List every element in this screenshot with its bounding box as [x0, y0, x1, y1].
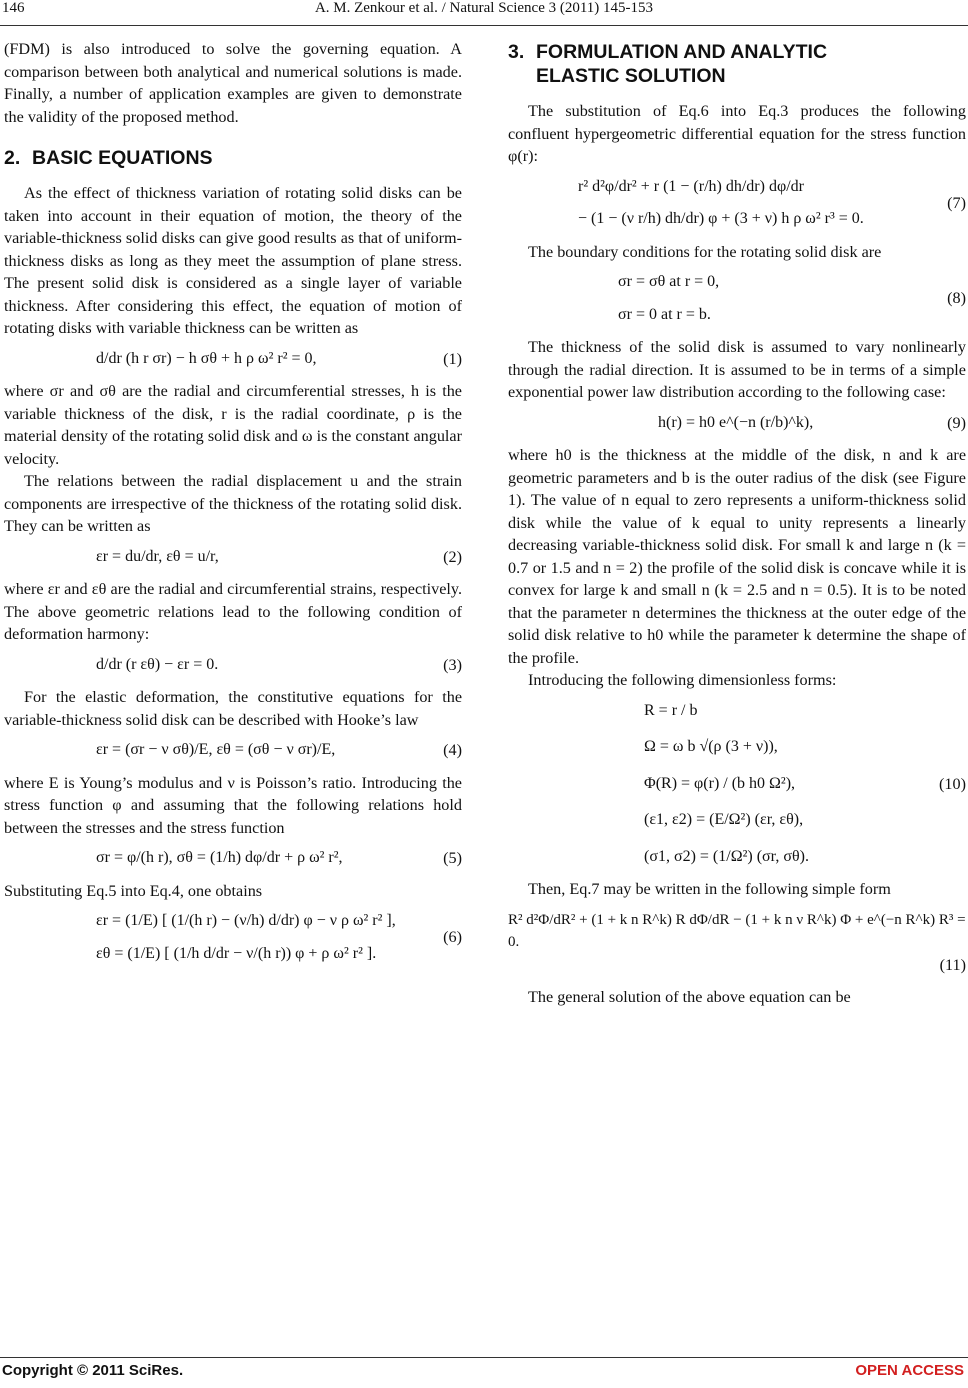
paragraph: The general solution of the above equation can be [528, 988, 851, 1006]
paragraph: where σr and σθ are the radial and circumferential stresses, h is the variable thickness of the disk, r is the radial coordinate, ρ is the material density of the rotating solid disk and ω is the constant angular velocity. [4, 382, 462, 468]
equation-4 [4, 739, 462, 762]
equation-number: (2) [443, 547, 462, 566]
equation-9 [508, 412, 966, 435]
open-access-label: OPEN ACCESS [855, 1362, 964, 1379]
paragraph: Introducing the following dimensionless forms: [528, 671, 837, 689]
equation-number: (9) [947, 413, 966, 432]
section-title: BASIC EQUATIONS [32, 147, 213, 169]
equation-line: σr = 0 at r = b. [618, 305, 711, 323]
equation-line: r² d²φ/dr² + r (1 − (r/h) dh/dr) dφ/dr [578, 177, 804, 195]
paragraph: where εr and εθ are the radial and circumferential strains, respectively. The above geometric relations lead to the following condition of deformation harmony: [4, 580, 462, 643]
paragraph: As the effect of thickness variation of rotating solid disks can be taken into account in their equation of motion, the theory of the variable-thickness solid disks can give good results as that of uniform-thickness disks as long as they meet the assumption of plane stress. The present solid disk is considered as a single layer of variable thickness. After considering this effect, the equation of motion of rotating disks with variable thickness can be written as [4, 184, 462, 337]
paragraph: The thickness of the solid disk is assumed to vary nonlinearly through the radial direction. It is assumed to be in terms of a simple exponential power law distribution according to the following case: [508, 338, 966, 401]
equation-number: (3) [443, 655, 462, 674]
equation-number: (4) [443, 741, 462, 759]
page-number: 146 [2, 0, 25, 16]
equation-number: (10) [939, 774, 966, 793]
left-column [4, 38, 462, 975]
equation-number: (7) [947, 193, 966, 212]
equation-2 [4, 546, 462, 569]
equation-number: (1) [443, 349, 462, 368]
section-number: 2. [4, 147, 21, 169]
equation-body: εr = du/dr, εθ = u/r, [96, 547, 219, 565]
equation-number: (8) [947, 289, 966, 308]
equation-body [508, 271, 922, 326]
equation-line: (σ1, σ2) = (1/Ω²) (σr, σθ). [644, 847, 809, 865]
equation-line: εθ = (1/E) [ (1/h d/dr − ν/(h r)) φ + ρ ω² r² ]. [96, 944, 377, 962]
equation-body: h(r) = h0 e^(−n (r/b)^k), [658, 413, 814, 431]
equation-number: (11) [939, 955, 966, 974]
equation-body: d/dr (h r σr) − h σθ + h ρ ω² r² = 0, [96, 349, 317, 367]
equation-line: εr = (1/E) [ (1/(h r) − (ν/h) d/dr) φ − ν ρ ω² r² ], [96, 912, 396, 929]
section-title-line-2: ELASTIC SOLUTION [536, 65, 726, 87]
section-title: FORMULATION AND ANALYTIC [536, 41, 828, 63]
equation-7 [508, 176, 966, 231]
equation-number: (5) [443, 849, 462, 867]
equation-body [508, 176, 922, 231]
equation-line: Φ(R) = φ(r) / (b h0 Ω²), [644, 774, 796, 792]
equation-3 [4, 654, 462, 677]
equation-body [4, 910, 418, 965]
equation-body: σr = φ/(h r), σθ = (1/h) dφ/dr + ρ ω² r², [96, 849, 343, 866]
copyright-notice: Copyright © 2011 SciRes. [2, 1362, 184, 1379]
paragraph: Then, Eq.7 may be written in the following simple form [528, 880, 891, 898]
paragraph: where h0 is the thickness at the middle of the disk, n and k are geometric parameters and b is the outer radius of the disk (see Figure 1). The value of n equal to zero represents a uniform-thickness solid disk while the value of k equal to unity represents a linearly decreasing variable-thickness solid disk. For small k and large n (k = 0.7 or 1.5 and n = 2) the profile of the solid disk is concave while it is convex for large k and small n (k = 2.5 and n = 0.5). It is to be noted that the parameter n determines the thickness at the outer edge of the solid disk relative to h0 while the parameter k determine the shape of the profile. [508, 446, 966, 667]
equation-line: σr = σθ at r = 0, [618, 273, 720, 290]
equation-5 [4, 847, 462, 870]
equation-8 [508, 271, 966, 326]
running-title: A. M. Zenkour et al. / Natural Science 3 (2011) 145-153 [314, 0, 654, 16]
equation-body: d/dr (r εθ) − εr = 0. [96, 655, 219, 673]
section-number: 3. [508, 41, 525, 63]
equation-line: − (1 − (ν r/h) dh/dr) φ + (3 + ν) h ρ ω² r³ = 0. [578, 210, 864, 227]
equation-body: εr = (σr − ν σθ)/E, εθ = (σθ − ν σr)/E, [96, 741, 336, 758]
equation-line: R = r / b [644, 701, 698, 719]
paragraph: where E is Young’s modulus and ν is Poisson’s ratio. Introducing the stress function φ and assuming that the following relations hold between the stresses and the stress function [4, 773, 462, 837]
equation-number: (6) [443, 928, 462, 947]
page-header [0, 0, 968, 24]
right-column [508, 38, 966, 1009]
equation-6 [4, 910, 462, 965]
intro-paragraph: (FDM) is also introduced to solve the governing equation. A comparison between both analytical and numerical solutions is made. Finally, a number of application examples are given to demonstrate the validity of the proposed method. [4, 40, 462, 126]
section-2-heading [4, 146, 462, 170]
equation-body [508, 700, 922, 869]
equation-body: R² d²Φ/dR² + (1 + k n R^k) R dΦ/dR − (1 + k n ν R^k) Φ + e^(−n R^k) R³ = 0. [508, 911, 966, 950]
equation-10 [508, 700, 966, 869]
equation-1 [4, 348, 462, 371]
paragraph: The substitution of Eq.6 into Eq.3 produces the following confluent hypergeometric differential equation for the stress function φ(r): [508, 102, 966, 165]
equation-line: Ω = ω b √(ρ (3 + ν)), [644, 738, 778, 755]
header-rule [0, 25, 968, 26]
paragraph: For the elastic deformation, the constitutive equations for the variable-thickness solid disk can be described with Hooke’s law [4, 688, 462, 729]
equation-11 [508, 909, 966, 977]
section-3-heading [508, 40, 966, 88]
paragraph: The boundary conditions for the rotating solid disk are [528, 242, 882, 261]
footer-rule [0, 1357, 968, 1358]
paragraph: Substituting Eq.5 into Eq.4, one obtains [4, 881, 263, 900]
equation-line: (ε1, ε2) = (E/Ω²) (εr, εθ), [644, 811, 804, 828]
paragraph: The relations between the radial displacement u and the strain components are irrespective of the thickness of the rotating solid disk. They can be written as [4, 472, 462, 535]
